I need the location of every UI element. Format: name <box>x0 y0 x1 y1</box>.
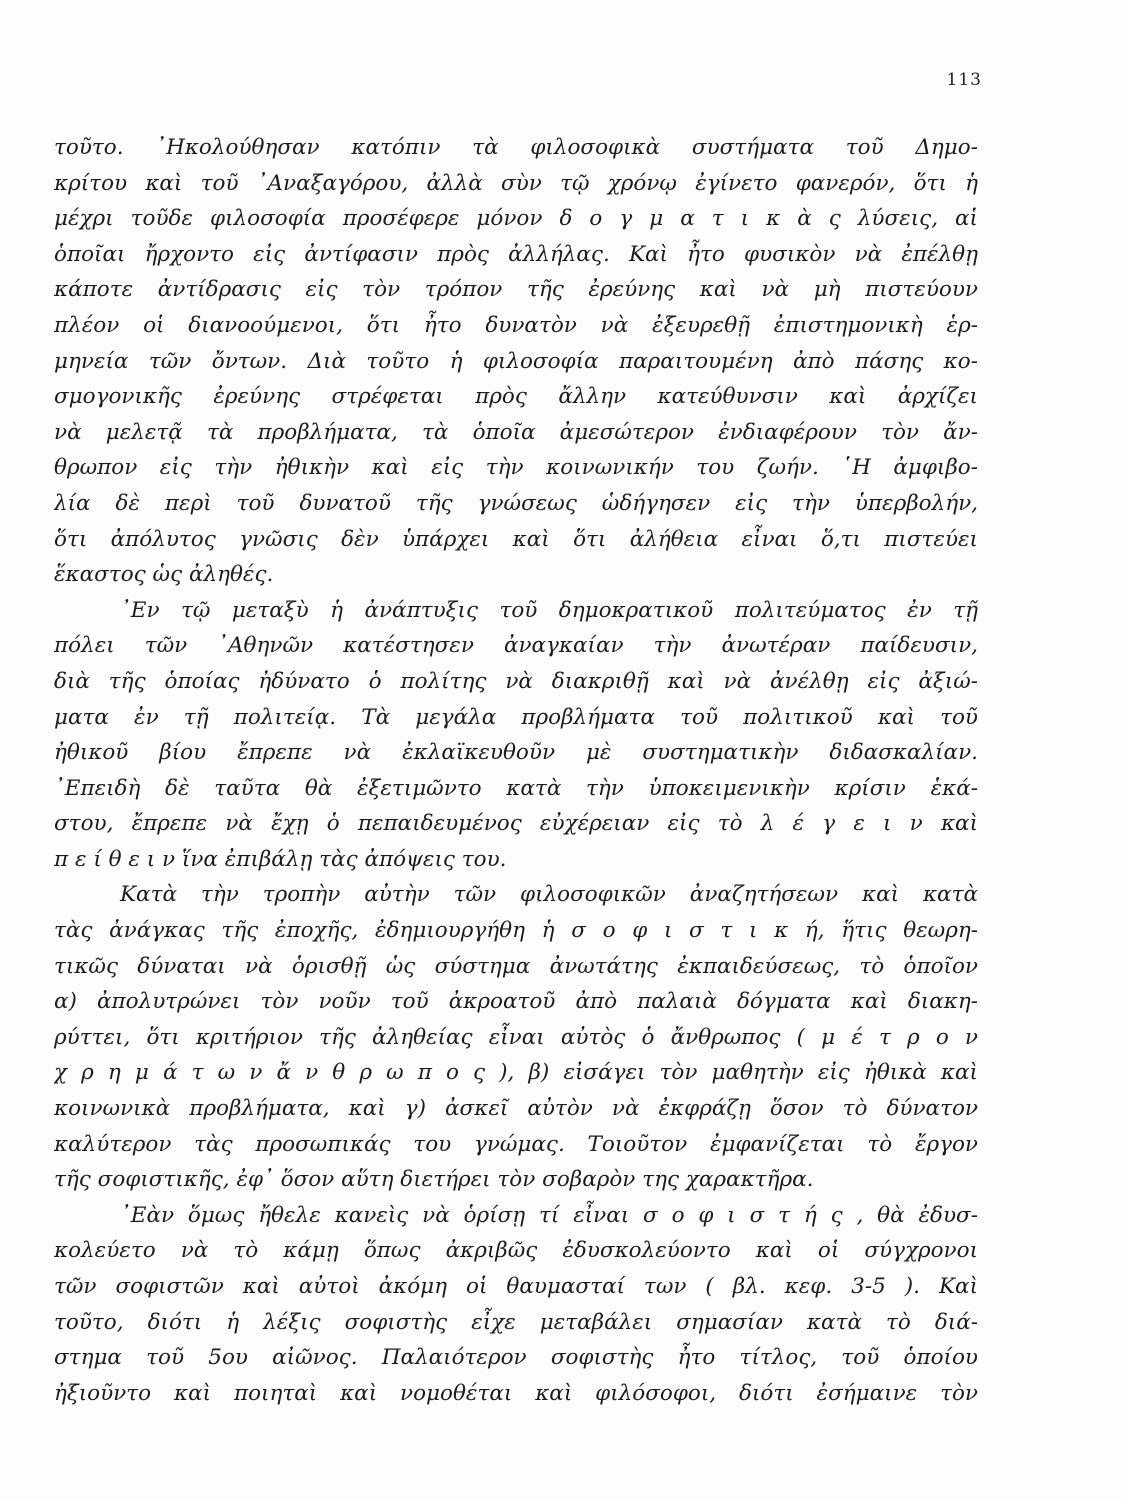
text-line: ἠξιοῦντο καὶ ποιηταὶ καὶ νομοθέται καὶ φιλόσοφοι, διότι ἐσήμαινε τὸν <box>54 1380 978 1406</box>
text-line: χ ρ η μ ά τ ω ν ἄ ν θ ρ ω π ο ς ), β) εἰσάγει τὸν μαθητὴν εἰς ἠθικὰ καὶ <box>54 1060 978 1086</box>
text-line: α) ἀπολυτρώνει τὸν νοῦν τοῦ ἀκροατοῦ ἀπὸ παλαιὰ δόγματα καὶ διακη- <box>54 989 978 1015</box>
text-line: τῶν σοφιστῶν καὶ αὐτοὶ ἀκόμη οἱ θαυμασταί των ( βλ. κεφ. 3-5 ). Καὶ <box>54 1274 978 1299</box>
text-line: τὰς ἀνάγκας τῆς ἐποχῆς, ἐδημιουργήθη ἡ σ ο φ ι σ τ ι κ ή, ἥτις θεωρη- <box>54 918 978 944</box>
text-line: κάποτε ἀντίδρασις εἰς τὸν τρόπον τῆς ἐρεύνης καὶ νὰ μὴ πιστεύουν <box>54 277 978 303</box>
text-line: κρίτου καὶ τοῦ ᾿Αναξαγόρου, ἀλλὰ σὺν τῷ χρόνῳ ἐγίνετο φανερόν, ὅτι ἡ <box>54 170 978 196</box>
text-line: θρωπον εἰς τὴν ἠθικὴν καὶ εἰς τὴν κοινωνικήν του ζωήν. ῾Η ἀμφιβο- <box>54 455 978 481</box>
page-number: 113 <box>946 70 982 90</box>
text-line: ἕκαστος ὡς ἀληθές. <box>54 562 274 588</box>
text-line: τοῦτο. ᾿Ηκολούθησαν κατόπιν τὰ φιλοσοφικὰ συστήματα τοῦ Δημο- <box>54 135 978 160</box>
text-line: ματα ἐν τῇ πολιτείᾳ. Τὰ μεγάλα προβλήματα τοῦ πολιτικοῦ καὶ τοῦ <box>54 704 978 730</box>
text-line: νὰ μελετᾷ τὰ προβλήματα, τὰ ὁποῖα ἀμεσώτερον ἐνδιαφέρουν τὸν ἄν- <box>54 419 978 445</box>
text-line: ᾿Επειδὴ δὲ ταῦτα θὰ ἐξετιμῶντο κατὰ τὴν ὑποκειμενικὴν κρίσιν ἑκά- <box>54 775 978 801</box>
text-line: διὰ τῆς ὁποίας ἠδύνατο ὁ πολίτης νὰ διακριθῇ καὶ νὰ ἀνέλθῃ εἰς ἀξιώ- <box>54 668 978 694</box>
text-line: πόλει τῶν ᾿Αθηνῶν κατέστησεν ἀναγκαίαν τὴν ἀνωτέραν παίδευσιν, <box>54 633 978 659</box>
text-line: τοῦτο, διότι ἡ λέξις σοφιστὴς εἶχε μεταβάλει σημασίαν κατὰ τὸ διά- <box>54 1309 978 1335</box>
text-line: κολεύετο νὰ τὸ κάμῃ ὅπως ἀκριβῶς ἐδυσκολεύοντο καὶ οἱ σύγχρονοι <box>54 1238 978 1264</box>
text-line: ὅτι ἀπόλυτος γνῶσις δὲν ὑπάρχει καὶ ὅτι ἀλήθεια εἶναι ὅ,τι πιστεύει <box>54 526 978 552</box>
text-line: ᾿Εὰν ὅμως ἤθελε κανεὶς νὰ ὁρίσῃ τί εἶναι σ ο φ ι σ τ ή ς , θὰ ἐδυσ- <box>120 1202 978 1228</box>
text-line: λία δὲ περὶ τοῦ δυνατοῦ τῆς γνώσεως ὡδήγησεν εἰς τὴν ὑπερβολήν, <box>54 490 978 516</box>
text-line: καλύτερον τὰς προσωπικάς του γνώμας. Τοιοῦτον ἐμφανίζεται τὸ ἔργον <box>54 1131 978 1157</box>
text-line: κοινωνικὰ προβλήματα, καὶ γ) ἀσκεῖ αὐτὸν νὰ ἐκφράζῃ ὅσον τὸ δύνατον <box>54 1096 978 1122</box>
text-line: πλέον οἱ διανοούμενοι, ὅτι ἦτο δυνατὸν νὰ ἐξευρεθῇ ἐπιστημονικὴ ἑρ- <box>54 312 978 338</box>
text-line: ρύττει, ὅτι κριτήριον τῆς ἀληθείας εἶναι αὐτὸς ὁ ἄνθρωπος ( μ έ τ ρ ο ν <box>54 1024 978 1050</box>
text-line: ἠθικοῦ βίου ἔπρεπε νὰ ἐκλαϊκευθοῦν μὲ συστηματικὴν διδασκαλίαν. <box>54 740 978 766</box>
text-line: σμογονικῆς ἐρεύνης στρέφεται πρὸς ἄλλην κατεύθυνσιν καὶ ἀρχίζει <box>54 384 978 410</box>
text-line: τικῶς δύναται νὰ ὁρισθῇ ὡς σύστημα ἀνωτάτης ἐκπαιδεύσεως, τὸ ὁποῖον <box>54 953 978 979</box>
text-line: Κατὰ τὴν τροπὴν αὐτὴν τῶν φιλοσοφικῶν ἀναζητήσεων καὶ κατὰ <box>120 882 978 908</box>
text-line: μηνεία τῶν ὄντων. Διὰ τοῦτο ἡ φιλοσοφία παραιτουμένη ἀπὸ πάσης κο- <box>54 348 978 374</box>
text-line: π ε ί θ ε ι ν ἵνα ἐπιβάλῃ τὰς ἀπόψεις του. <box>54 846 507 872</box>
text-line: στου, ἔπρεπε νὰ ἔχῃ ὁ πεπαιδευμένος εὐχέρειαν εἰς τὸ λ έ γ ε ι ν καὶ <box>54 811 978 837</box>
body-text <box>54 130 978 1411</box>
text-line: ὁποῖαι ἤρχοντο εἰς ἀντίφασιν πρὸς ἀλλήλας. Καὶ ἦτο φυσικὸν νὰ ἐπέλθῃ <box>54 241 978 267</box>
text-line: ᾿Εν τῷ μεταξὺ ἡ ἀνάπτυξις τοῦ δημοκρατικοῦ πολιτεύματος ἐν τῇ <box>120 597 978 623</box>
text-line: στημα τοῦ 5ου αἰῶνος. Παλαιότερον σοφιστὴς ἦτο τίτλος, τοῦ ὁποίου <box>54 1345 978 1371</box>
text-line: τῆς σοφιστικῆς, ἐφ᾿ ὅσον αὕτη διετήρει τὸν σοβαρὸν της χαρακτῆρα. <box>54 1167 814 1193</box>
text-line: μέχρι τοῦδε φιλοσοφία προσέφερε μόνον δ ο γ μ α τ ι κ ὰ ς λύσεις, αἱ <box>54 206 978 232</box>
